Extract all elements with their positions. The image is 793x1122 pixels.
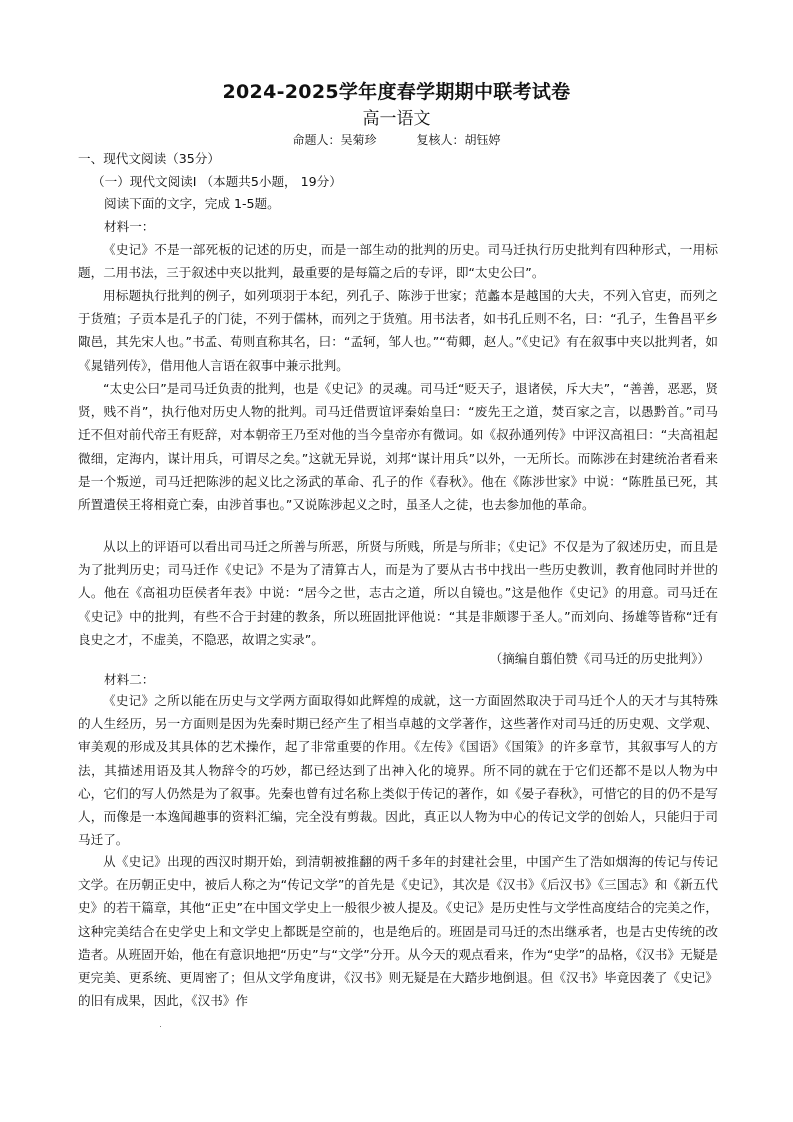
material1-paragraph-4: 从以上的评语可以看出司马迁之所善与所恶，所贤与所贱，所是与所非；《史记》不仅是为了叙述历史，而且是为了批判历史；司马迁作《史记》不是为了清算古人，而是为了要从古书中找出一些历史教训，教育他同时并世的人。他在《高祖功臣侯者年表》中说：“居今之世，志古之道，所以自镜也。”这是他作《史记》的用意。司马迁在《史记》中的批判，有些不合于封建的教条，所以班固批评他说：“其是非颇谬于圣人。”而刘向、扬雄等皆称“迁有良史之才，不虚美，不隐恶，故谓之实录”。	[78, 539, 718, 647]
exam-subject: 高一语文	[362, 109, 431, 129]
exam-authors	[0, 131, 793, 148]
material2-paragraph-1: 《史记》之所以能在历史与文学两方面取得如此辉煌的成就，这一方面固然取决于司马迁个人的天才与其特殊的人生经历，另一方面则是因为先秦时期已经产生了相当卓越的文学著作，这些著作对司马迁的历史观、文学观、审美观的形成及其具体的艺术操作，起了非常重要的作用。《左传》《国语》《国策》的许多章节，其叙事写人的方法，其描述用语及其人物辞令的巧妙，都已经达到了出神入化的境界。所不同的就在于它们还都不是以人物为中心，它们的写人仍然是为了叙事。先秦也曾有过名称上类似于传记的著作，如《晏子春秋》，可惜它的目的仍不是写人，而像是一本逸闻趣事的资料汇编，完全没有剪裁。因此，真正以人物为中心的传记文学的创始人，只能归于司马迁了。	[78, 693, 718, 848]
material1-paragraph-3: “太史公曰”是司马迁负责的批判，也是《史记》的灵魂。司马迁“贬天子，退诸侯，斥大夫”，“善善，恶恶，贤贤，贱不肖”，执行他对历史人物的批判。司马迁借贾谊评秦始皇曰：“废先王之道，焚百家之言，以愚黔首。”司马迁不但对前代帝王有贬辞，对本朝帝王乃至对他的当今皇帝亦有微词。如《叔孙通列传》中评汉高祖曰：“夫高祖起微细，定海内，谋计用兵，可谓尽之矣。”这就无异说，刘邦“谋计用兵”以外，一无所长。而陈涉在封建统治者看来是一个叛逆，司马迁把陈涉的起义比之汤武的革命、孔子的作《春秋》。他在《陈涉世家》中说：“陈胜虽已死，其所置遣侯王将相竟亡秦，由涉首事也。”又说陈涉起义之时，虽圣人之徒，也去参加他的革命。	[78, 381, 718, 513]
reviewer-name: 复核人：胡钰婷	[416, 133, 501, 147]
exam-title: 2024-2025学年度春学期期中联考试卷	[222, 81, 571, 103]
scan-speck	[160, 1026, 161, 1027]
material2-paragraph-2: 从《史记》出现的西汉时期开始，到清朝被推翻的两千多年的封建社会里，中国产生了浩如烟海的传记与传记文学。在历朝正史中，被后人称之为“传记文学”的首先是《史记》，其次是《汉书》《后汉书》《三国志》和《新五代史》的若干篇章，其他“正史”在中国文学史上一般很少被人提及。《史记》是历史性与文学性高度结合的完美之作，这种完美结合在史学史上和文学史上都既是空前的，也是绝后的。班固是司马迁的杰出继承者，也是古史传统的改造者。从班固开始，他在有意识地把“历史”与“文学”分开。从今天的观点看来，作为“史学”的品格，《汉书》无疑是更完美、更系统、更周密了；但从文学角度讲，《汉书》则无疑是在大踏步地倒退。但《汉书》毕竟因袭了《史记》的旧有成果，因此，《汉书》作	[78, 854, 718, 1009]
material1-paragraph-1: 《史记》不是一部死板的记述的历史，而是一部生动的批判的历史。司马迁执行历史批判有四种形式，一用标题，二用书法，三于叙述中夹以批判，最重要的是每篇之后的专评，即“太史公曰”。	[78, 242, 718, 281]
instruction-text: 阅读下面的文字，完成 1-5题。	[104, 196, 280, 211]
setter-name: 命题人：吴菊珍	[292, 133, 377, 147]
section-heading: 一、现代文阅读（35分）	[78, 151, 220, 166]
material2-label: 材料二：	[104, 672, 155, 687]
material1-label: 材料一：	[104, 219, 155, 234]
material1-paragraph-2: 用标题执行批判的例子，如列项羽于本纪，列孔子、陈涉于世家；范蠡本是越国的大夫，不列入官吏，而列之于货殖；子贡本是孔子的门徒，不列于儒林，而列之于货殖。用书法者，如书孔丘则不名，曰：“孔子，生鲁昌平乡陬邑，其先宋人也。”书孟、荀则直称其名，曰：“孟轲，邹人也。”“荀卿，赵人。”《史记》有在叙事中夹以批判者，如《晁错列传》，借用他人言语在叙事中兼示批判。	[78, 288, 718, 373]
section-subheading: （一）现代文阅读Ⅰ （本题共5小题， 19分）	[92, 174, 342, 189]
material1-source: （摘编自翦伯赞《司马迁的历史批判》）	[489, 651, 710, 666]
